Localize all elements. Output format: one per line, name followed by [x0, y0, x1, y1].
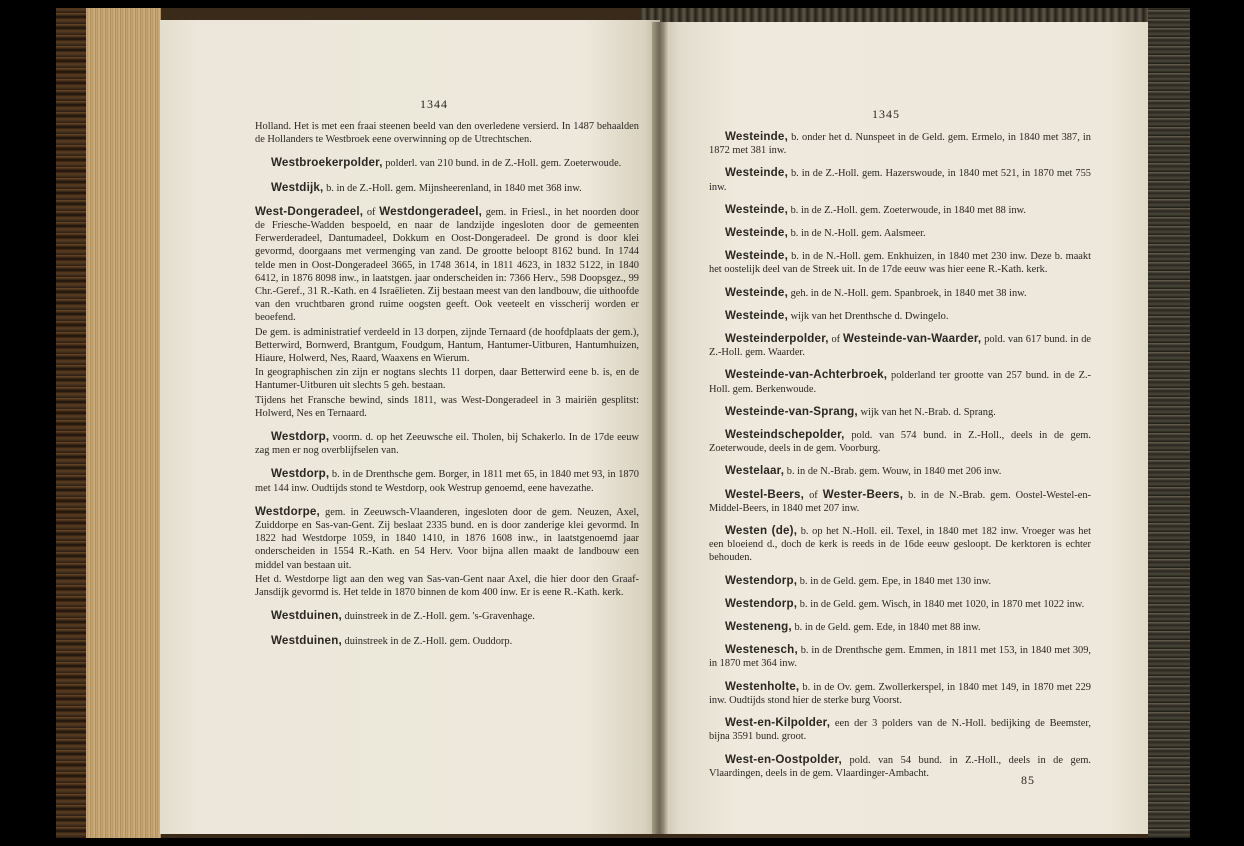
right_page-entry	[709, 226, 1091, 240]
entry-text: b. in de Z.-Holl. gem. Mijnsheerenland, in 1840 met 368 inw.	[323, 182, 582, 194]
entry-text: pold. van 617 bund. in de Z.-Holl. gem. Waarder.	[709, 334, 1091, 359]
right_page-entry	[709, 309, 1091, 323]
left_page-entry	[255, 634, 639, 648]
right_page-entry	[709, 753, 1091, 780]
left_page-entry	[255, 394, 639, 420]
entry-connector: of	[804, 489, 823, 501]
entry-headword: Westelaar,	[725, 464, 785, 478]
right_page-entry	[709, 166, 1091, 193]
right_page-entry	[709, 286, 1091, 300]
entry-headword: West-en-Kilpolder,	[725, 716, 831, 730]
entry-headword: Westdijk,	[271, 180, 324, 194]
entry-text: b. in de N.-Brab. gem. Oostel-Westel-en-Middel-Beers, in 1840 met 207 inw.	[709, 489, 1091, 514]
right_page-entry	[709, 716, 1091, 743]
book-gutter	[652, 22, 668, 834]
entry-headword: Westeinde,	[725, 166, 788, 180]
entry-text: b. in de Z.-Holl. gem. Hazerswoude, in 1840 met 521, in 1870 met 755 inw.	[709, 168, 1091, 193]
entry-text: b. in de N.-Holl. gem. Aalsmeer.	[788, 228, 926, 240]
left_page-entry	[255, 573, 639, 599]
entry-headword: Westeinde,	[725, 130, 788, 143]
entry-headword: Westendorp,	[725, 596, 798, 610]
left_page-entry	[255, 156, 639, 170]
entry-text: wijk van het Drenthsche d. Dwingelo.	[788, 310, 949, 322]
entry-headword: Westduinen,	[271, 633, 342, 647]
entry-text: b. in de Geld. gem. Wisch, in 1840 met 1020, in 1870 met 1022 inw.	[797, 598, 1085, 610]
right_page-entry	[709, 332, 1091, 359]
entry-text: pold. van 574 bund. in Z.-Holl., deels in de gem. Zoeterwoude, deels in de gem. Voorburg.	[709, 430, 1091, 455]
entry-text: gem. in Zeeuwsch-Vlaanderen, ingesloten door de gem. Neuzen, Axel, Zuiddorpe en Sas-van-Gent. Zij beslaat 2335 bund. en is door zanderige klei gevormd. In 1822 had Westdorpe 1059, in 1840 1410, in 1876 1608 inw., in laatstgenoemd jaar onderscheiden in 1554 R.-Kath. en 54 Herv. Voor bijna allen maakt de landbouw een middel van bestaan uit.	[255, 506, 639, 571]
entry-headword: Westeinde,	[725, 202, 788, 216]
right_page-entry	[709, 620, 1091, 634]
entry-text: b. in de Drenthsche gem. Emmen, in 1811 met 153, in 1840 met 309, in 1870 met 364 inw.	[709, 645, 1091, 670]
entry-headword: Westeinde,	[725, 285, 788, 299]
entry-headword: Westeinde-van-Sprang,	[725, 404, 858, 418]
right_page-entry	[709, 574, 1091, 588]
entry-text: geh. in de N.-Holl. gem. Spanbroek, in 1840 met 38 inw.	[788, 287, 1027, 299]
entry-headword: Westeinderpolder,	[725, 332, 829, 346]
entry-headword: Westeinde,	[725, 308, 788, 322]
entry-text: polderland ter grootte van 257 bund. in de Z.-Holl. gem. Berkenwoude.	[709, 370, 1091, 395]
entry-text: b. in de Geld. gem. Epe, in 1840 met 130 inw.	[797, 575, 992, 587]
entry-headword: Westeinde-van-Achterbroek,	[725, 368, 888, 382]
right_page-entry	[709, 405, 1091, 419]
entry-text: duinstreek in de Z.-Holl. gem. Ouddorp.	[341, 635, 513, 647]
left-page-text-column	[255, 120, 639, 658]
entry-headword: Westenholte,	[725, 679, 800, 693]
left_page-entry	[255, 205, 639, 325]
entry-text: b. in de Ov. gem. Zwollerkerspel, in 1840 met 149, in 1870 met 229 inw. Oudtijds stond hier de sterke burg Voorst.	[709, 681, 1091, 706]
entry-headword: Westeinde,	[725, 226, 788, 240]
right_page-entry	[709, 249, 1091, 276]
entry-text: b. in de Geld. gem. Ede, in 1840 met 88 inw.	[791, 622, 981, 634]
page-block-edge-left	[56, 8, 161, 838]
entry-headword: Westdorp,	[271, 467, 330, 481]
left_page-entry	[255, 430, 639, 457]
entry-headword: Westdorpe,	[255, 504, 320, 518]
entry-headword-alt: Westeinde-van-Waarder,	[842, 332, 982, 346]
entry-headword: Westenesch,	[725, 643, 798, 657]
left_page-entry	[255, 505, 639, 572]
entry-text: De gem. is administratief verdeeld in 13 dorpen, zijnde Ternaard (de hoofdplaats der gem.), Betterwird, Bornwerd, Brantgum, Foudgum, Hantum, Hantumer-Uitburen, Hantumhuizen, Hiaure, Holwerd, Nes, Raard, Waaxens en Wierum.	[255, 326, 639, 365]
entry-headword: West-en-Oostpolder,	[725, 752, 842, 766]
entry-text: Tijdens het Fransche bewind, sinds 1811, was West-Dongeradeel in 3 mairiën gesplitst: Holwerd, Nes en Ternaard.	[255, 394, 639, 419]
entry-headword: Westduinen,	[271, 609, 342, 623]
entry-text: polderl. van 210 bund. in de Z.-Holl. gem. Zoeterwoude.	[382, 158, 622, 170]
entry-text: Holland. Het is met een fraai steenen beeld van den overledene versierd. In 1487 behaalden de Hollanders te Westbroek eene overwinning op de Utrechtschen.	[255, 121, 639, 146]
entry-text: In geographischen zin zijn er nogtans slechts 11 dorpen, daar Betterwird eene b. is, en de Hantumer-Uitburen uit slechts 5 geh. bestaan.	[255, 367, 639, 392]
left_page-entry	[255, 366, 639, 392]
entry-connector: of	[363, 206, 380, 218]
entry-headword: West-Dongeradeel,	[255, 204, 364, 218]
entry-text: b. op het N.-Holl. eil. Texel, in 1840 met 182 inw. Vroeger was het een bloeiend d., doch de kerk is reeds in de 16de eeuw gesloopt. De kerktoren is echter behouden.	[709, 526, 1091, 564]
entry-text: b. in de Drenthsche gem. Borger, in 1811 met 65, in 1840 met 93, in 1870 met 144 inw. Oudtijds stond te Westdorp, ook Westrup genoemd, eene havezathe.	[255, 469, 639, 494]
left_page-entry	[255, 609, 639, 623]
right_page-entry	[709, 524, 1091, 565]
left_page-entry	[255, 120, 639, 146]
right_page-entry	[709, 428, 1091, 455]
entry-headword: Westen (de),	[725, 524, 798, 538]
right_page-entry	[709, 368, 1091, 395]
right-page-text-column	[709, 130, 1091, 789]
entry-headword: Westdorp,	[271, 430, 330, 444]
entry-headword: Westbroekerpolder,	[271, 156, 383, 170]
page-block-edge-right	[1148, 8, 1190, 838]
entry-text: b. in de N.-Brab. gem. Wouw, in 1840 met 206 inw.	[784, 466, 1002, 478]
entry-text: voorm. d. op het Zeeuwsche eil. Tholen, bij Schakerlo. In de 17de eeuw zag men er nog overblijfselen van.	[255, 432, 639, 457]
entry-headword: Westeindschepolder,	[725, 428, 845, 442]
entry-text: wijk van het N.-Brab. d. Sprang.	[857, 406, 996, 418]
entry-connector: of	[828, 334, 843, 346]
entry-headword: Westeneng,	[725, 620, 792, 634]
entry-headword: Westel-Beers,	[725, 487, 805, 501]
entry-text: duinstreek in de Z.-Holl. gem. 's-Gravenhage.	[341, 611, 535, 623]
entry-headword-alt: Wester-Beers,	[822, 487, 904, 501]
entry-text: Het d. Westdorpe ligt aan den weg van Sas-van-Gent naar Axel, die hier door den Graaf-Jansdijk gevormd is. Het telde in 1870 binnen de kom 400 inw. Er is eene R.-Kath. kerk.	[255, 573, 639, 599]
right_page-entry	[709, 643, 1091, 670]
entry-text: gem. in Friesl., in het noorden door de Friesche-Wadden bespoeld, en naar de landzijde ingesloten door de gemeenten Ferwerderadeel, Dantumadeel, Dokkum en Oost-Dongeradeel. De grond is door klei gevormd, doorgaans met vermenging van zand. De grootte beloopt 8162 bund. In 1744 telde men in Oost-Dongeradeel 3665, in 1748 3614, in 1811 4623, in 1832 5122, in 1840 6412, in 1876 8098 inw., in laatstgen. jaar onderscheiden in: 7366 Herv., 598 Doopsgez., 99 Chr.-Geref., 31 R.-Kath. en 4 Israëlieten. Zij bestaan meest van den landbouw, die uithoofde van den vruchtbaren grond ruime oogsten geeft. Ook veeteelt en visscherij worden er beoefend.	[255, 206, 639, 324]
right_page-entry	[709, 130, 1091, 157]
entry-text: pold. van 54 bund. in Z.-Holl., deels in de gem. Vlaardingen, deels in de gem. Vlaardinger-Ambacht.	[709, 754, 1091, 779]
right_page-entry	[709, 488, 1091, 515]
entry-text: een der 3 polders van de N.-Holl. bedijking de Beemster, bijna 3591 bund. groot.	[709, 718, 1091, 743]
right_page-entry	[709, 597, 1091, 611]
entry-text: b. onder het d. Nunspeet in de Geld. gem. Ermelo, in 1840 met 387, in 1872 met 381 inw.	[709, 132, 1091, 157]
entry-headword: Westeinde,	[725, 249, 788, 263]
entry-text: b. in de Z.-Holl. gem. Zoeterwoude, in 1840 met 88 inw.	[788, 204, 1026, 216]
right-page-number: 1345	[872, 107, 900, 121]
left_page-entry	[255, 181, 639, 195]
right_page-entry	[709, 680, 1091, 707]
entry-text: b. in de N.-Holl. gem. Enkhuizen, in 1840 met 230 inw. Deze b. maakt het oostelijk deel van de Streek uit. In de 17de eeuw was hier eene R.-Kath. kerk.	[709, 251, 1091, 276]
left_page-entry	[255, 326, 639, 366]
right_page-entry	[709, 203, 1091, 217]
entry-headword-alt: Westdongeradeel,	[379, 204, 483, 218]
entry-headword: Westendorp,	[725, 573, 798, 587]
right-page-signature-number: 85	[1021, 773, 1035, 787]
right_page-entry	[709, 464, 1091, 478]
left-page-number: 1344	[420, 97, 448, 111]
left_page-entry	[255, 467, 639, 494]
